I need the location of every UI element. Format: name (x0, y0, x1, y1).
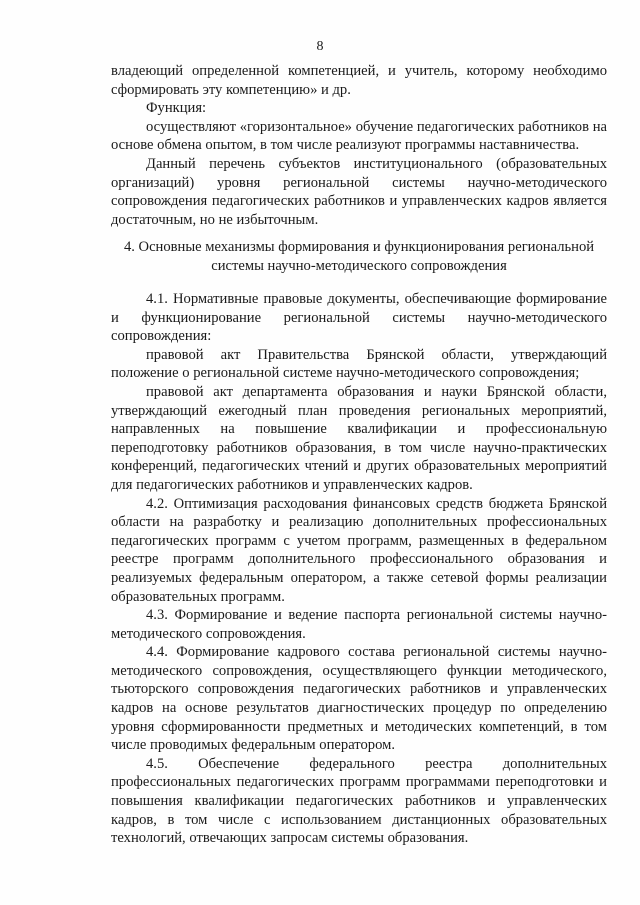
paragraph-continuation: владеющий определенной компетенцией, и учитель, которому необходимо сформировать эту компетенцию» и др. (111, 63, 607, 98)
page-number: 8 (316, 39, 324, 54)
paragraph-function: осуществляют «горизонтальное» обучение педагогических работников на основе обмена опытом, в том числе реализуют программы наставничества. (111, 118, 607, 154)
section-heading: 4. Основные механизмы формирования и функционирования региональной системы научно-методического сопровождения (123, 239, 595, 274)
paragraph-4-1-a: правовой акт Правительства Брянской области, утверждающий положение о региональной системе научно-методического сопровождения; (111, 346, 607, 382)
section-body (111, 290, 607, 848)
paragraph-4-1: 4.1. Нормативные правовые документы, обеспечивающие формирование и функционирование региональной системы научно-методического сопровождения: (111, 291, 607, 345)
paragraph-4-3: 4.3. Формирование и ведение паспорта региональной системы научно-методического сопровождения. (111, 607, 607, 642)
paragraph-4-5: 4.5. Обеспечение федерального реестра дополнительных профессиональных педагогических программ программами переподготовки и повышения квалификации педагогических работников и управленческих кадров, в том числе с использованием дистанционных образовательных технологий, отвечающих запросам системы образования. (111, 755, 607, 847)
paragraph-4-1-b: правовой акт департамента образования и науки Брянской области, утверждающий ежегодный план проведения региональных мероприятий, направленных на повышение квалификации и профессиональную переподготовку работников образования, в том числе научно-практических конференций, педагогических чтений и других образовательных мероприятий для педагогических работников и управленческих кадров. (111, 383, 607, 493)
paragraph-list-summary: Данный перечень субъектов институционального (образовательных организаций) уровня региональной системы научно-методического сопровождения педагогических работников и управленческих кадров является достаточным, но не избыточным. (111, 155, 607, 228)
paragraph-4-4: 4.4. Формирование кадрового состава региональной системы научно-методического сопровождения, осуществляющего функции методического, тьюторского сопровождения педагогических работников и управленческих кадров на основе результатов диагностических процедур по определению уровня сформированности предметных и методических компетенций, в том числе проводимых федеральным оператором. (111, 644, 607, 754)
top-section (111, 62, 607, 229)
function-label: Функция: (146, 100, 207, 117)
paragraph-4-2: 4.2. Оптимизация расходования финансовых средств бюджета Брянской области на разработку и реализацию дополнительных профессиональных педагогических программ с учетом программ, размещенных в федеральном реестре программ дополнительного профессионального образования и реализуемых федеральным оператором, а также сетевой формы реализации образовательных программ. (111, 495, 607, 605)
